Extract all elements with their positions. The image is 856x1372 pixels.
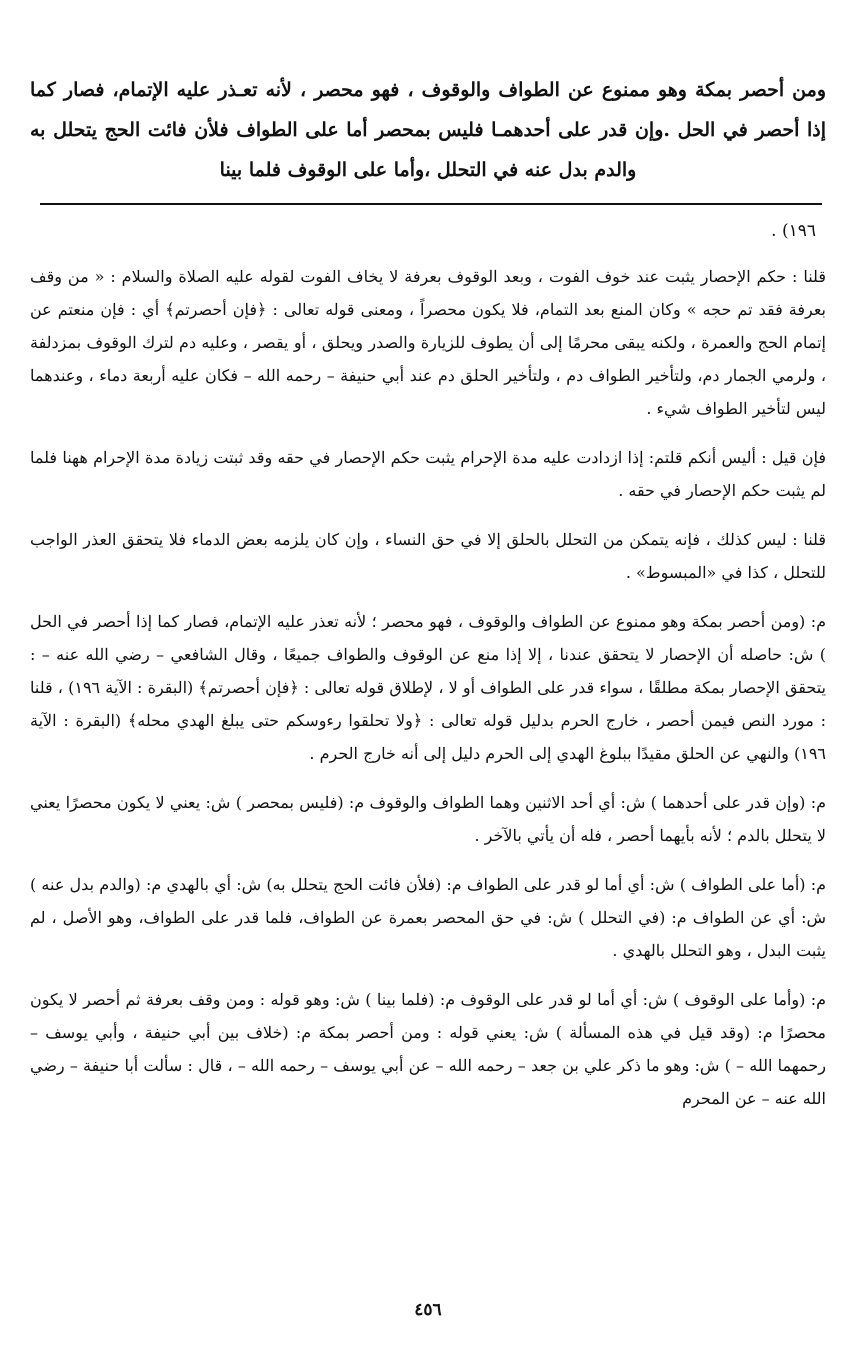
paragraph: فإن قيل : أليس أنكم قلتم: إذا ازدادت عليه مدة الإحرام يثبت حكم الإحصار في حقه وقد ثبتت زيادة مدة الإحرام ههنا فلما لم يثبت حكم الإحصار في حقه . [30, 448, 826, 500]
paragraph: م: (وأما على الوقوف ) ش: أي أما لو قدر على الوقوف م: (فلما بينا ) ش: وهو قوله : ومن وقف بعرفة ثم أحصر لا يكون محصرًا م: (وقد قيل في هذه المسألة ) ش: يعني قوله : ومن أحصر بمكة م: (خلاف بين أبي حنيفة ، وأبي يوسف – رحمهما الله – ) ش: وهو ما ذكر علي بن جعد – رحمه الله – عن أبي يوسف – رحمه الله – ، قال : سألت أبا حنيفة – رضي الله عنه – عن المحرم [30, 990, 827, 1108]
page-number: ٤٥٦ [414, 1300, 442, 1320]
footnote-reference: ١٩٦) . [771, 221, 816, 241]
paragraph: قلنا : ليس كذلك ، فإنه يتمكن من التحلل بالحلق إلا في حق النساء ، وإن كان يلزمه بعض الدماء فلا يتحقق العذر الواجب للتحلل ، كذا في «المبسوط» . [30, 530, 827, 582]
paragraph: م: (أما على الطواف ) ش: أي أما لو قدر على الطواف م: (فلأن فائت الحج يتحلل به) ش: أي بالهدي م: (والدم بدل عنه ) ش: أي عن الطواف م: (في التحلل ) ش: في حق المحصر بعمرة عن الطواف، فلما قدر على الطواف، وهو الأصل ، لم يثبت البدل ، وهو التحلل بالهدي . [30, 875, 826, 960]
header-divider [40, 203, 822, 205]
commentary-body [30, 260, 826, 1131]
paragraph: م: (ومن أحصر بمكة وهو ممنوع عن الطواف والوقوف ، فهو محصر ؛ لأنه تعذر عليه الإتمام، فصار كما إذا أحصر في الحل ) ش: حاصله أن الإحصار لا يتحقق عندنا ، إلا إذا منع عن الوقوف والطواف جميعًا ، وقال الشافعي – رضي الله عنه – : يتحقق الإحصار بمكة مطلقًا ، سواء قدر على الطواف أو لا ، لإطلاق قوله تعالى : ﴿فإن أحصرتم﴾ (البقرة : الآية ١٩٦) ، قلنا : مورد النص فيمن أحصر ، خارج الحرم بدليل قوله تعالى : ﴿ولا تحلقوا رءوسكم حتى يبلغ الهدي محله﴾ (البقرة : الآية ١٩٦) والنهي عن الحلق مقيدًا ببلوغ الهدي إلى الحرم دليل إلى أنه خارج الحرم . [30, 612, 826, 763]
matn-header-text: ومن أحصر بمكة وهو ممنوع عن الطواف والوقوف ، فهو محصر ، لأنه تعـذر عليه الإتمام، فصار كما إذا أحصر في الحل .وإن قدر على أحدهمـا فليس بمحصر أما على الطواف فلأن فائت الحج يتحلل به والدم بدل عنه في التحلل ،وأما على الوقوف فلما بينا [30, 79, 826, 181]
paragraph: قلنا : حكم الإحصار يثبت عند خوف الفوت ، وبعد الوقوف بعرفة لا يخاف الفوت لقوله عليه الصلاة والسلام : « من وقف بعرفة فقد تم حجه » وكان المنع بعد التمام، فلا يكون محصراً ، ومعنى قوله تعالى : ﴿فإن أحصرتم﴾ أي : فإن منعتم عن إتمام الحج والعمرة ، ولكنه يبقى محرمًا إلى أن يطوف للزيارة والصدر ويحلق ، أو يقصر ، وعليه دم لترك الوقوف بمزدلفة ، ولرمي الجمار دم، ولتأخير الطواف دم ، ولتأخير الحلق دم عند أبي حنيفة – رحمه الله – فكان عليه أربعة دماء ، وعندهما ليس لتأخير الطواف شيء . [30, 267, 827, 418]
paragraph: م: (وإن قدر على أحدهما ) ش: أي أحد الاثنين وهما الطواف والوقوف م: (فليس بمحصر ) ش: يعني لا يكون محصرًا يعني لا يتحلل بالدم ؛ لأنه بأيهما أحصر ، فله أن يأتي بالآخر . [30, 793, 826, 845]
